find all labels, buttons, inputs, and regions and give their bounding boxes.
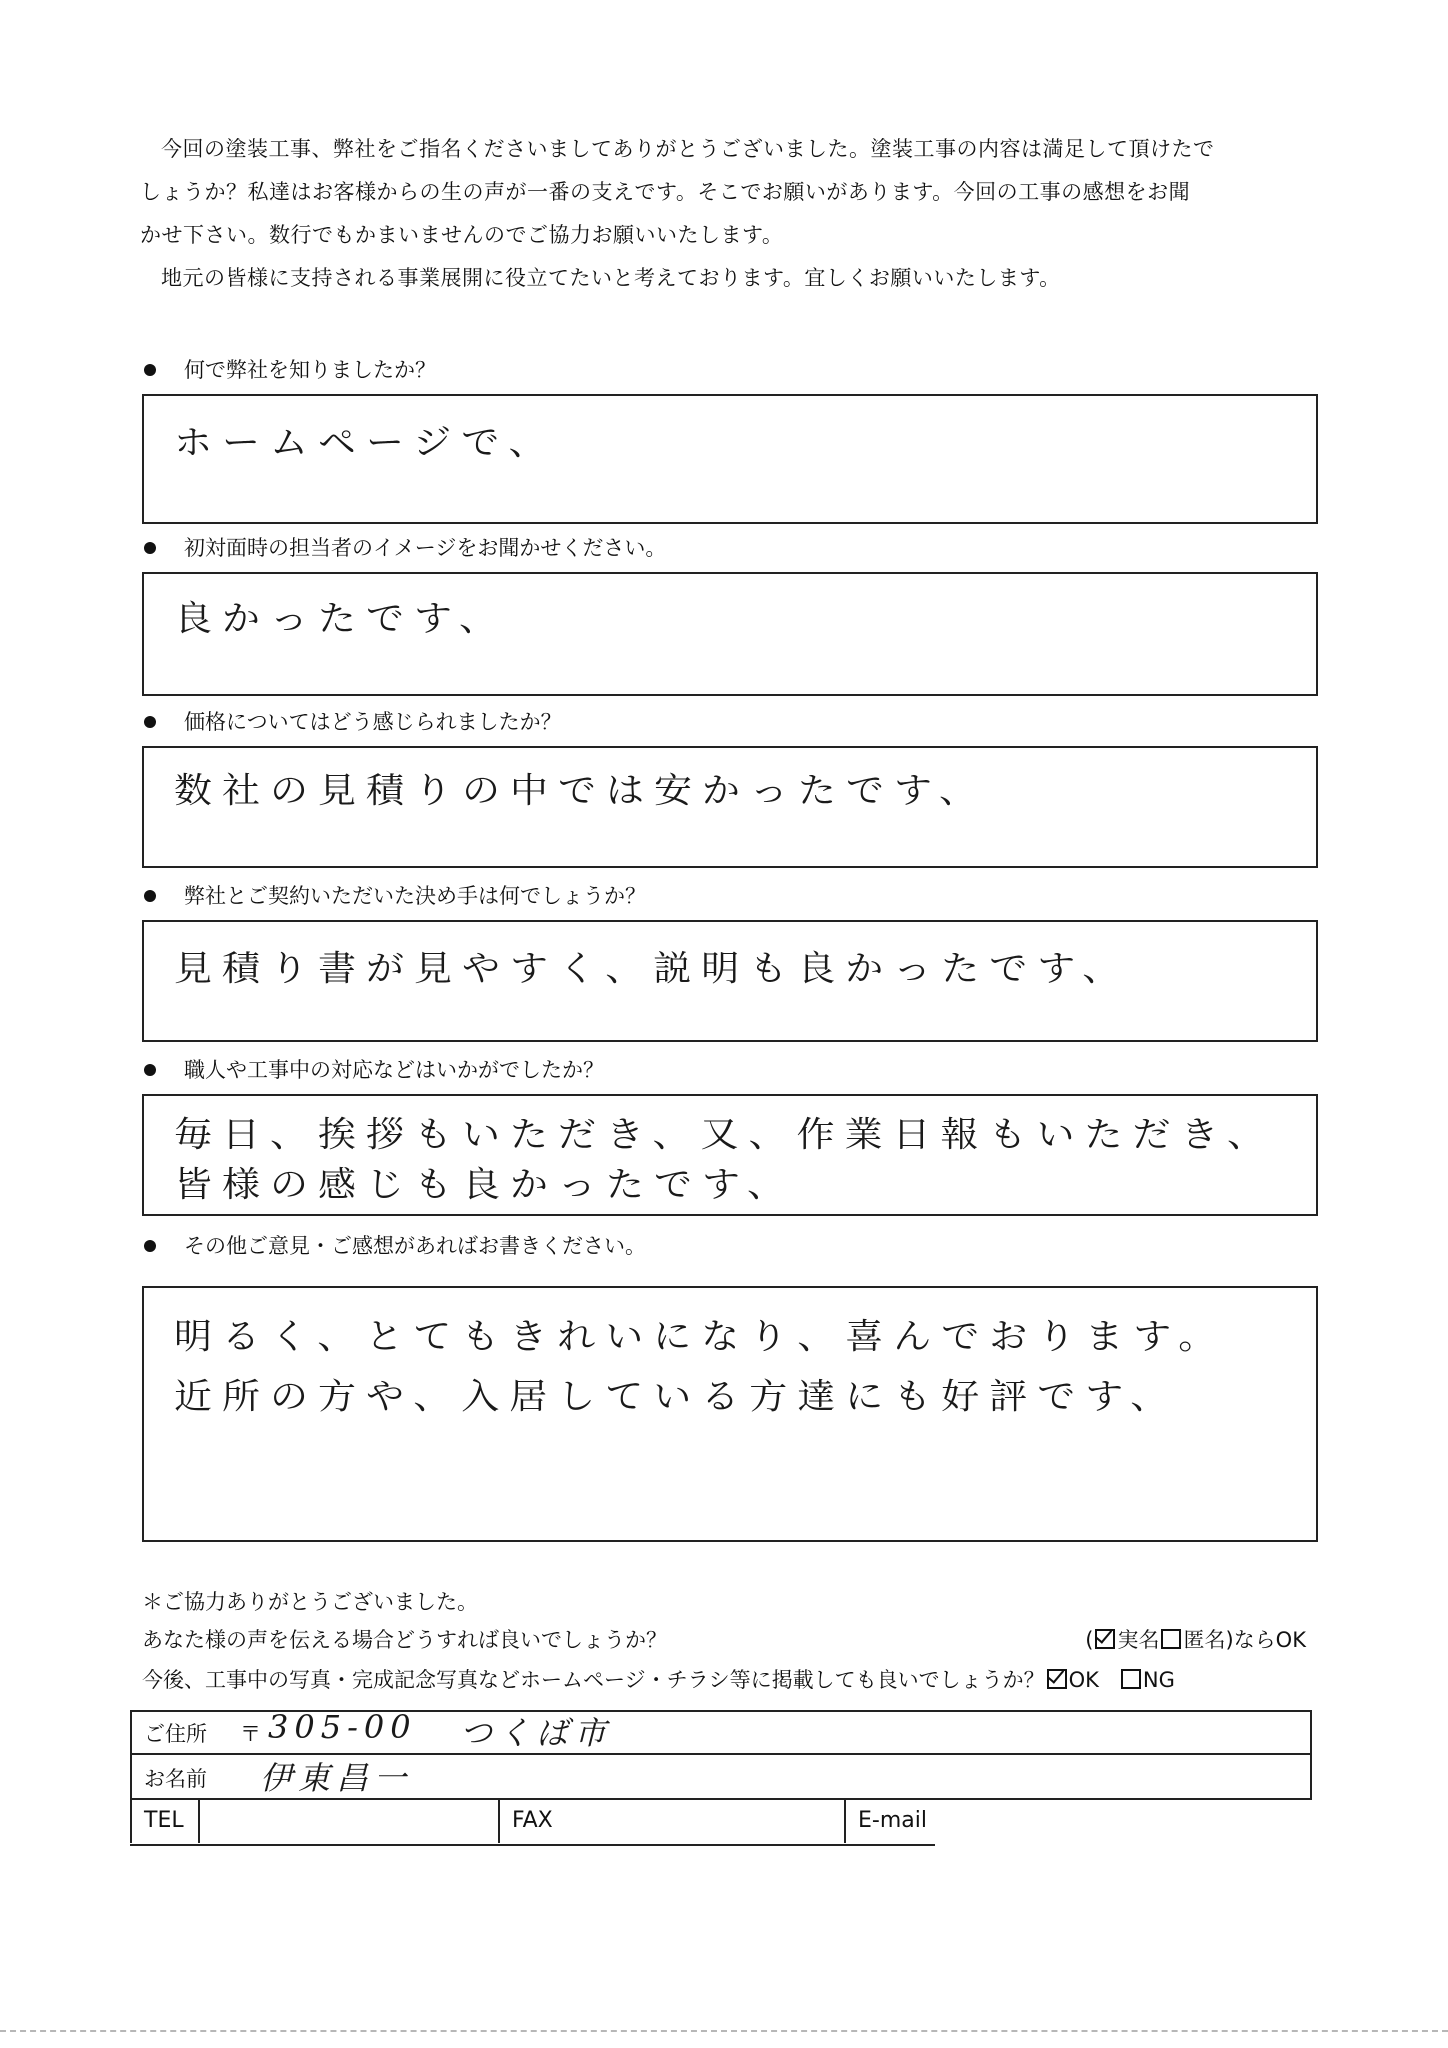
checkbox-photo-ok[interactable]: [1047, 1669, 1067, 1689]
question-2-text: 初対面時の担当者のイメージをお聞かせください。: [184, 536, 667, 560]
checkbox-photo-ng[interactable]: [1121, 1669, 1141, 1689]
bullet-icon: [144, 1240, 156, 1252]
question-3: [142, 704, 1322, 740]
fax-label: FAX: [512, 1808, 553, 1833]
tel-label: TEL: [144, 1808, 184, 1833]
fax-divider: [498, 1800, 500, 1843]
bullet-icon: [144, 890, 156, 902]
photo-ok-label: OK: [1068, 1668, 1099, 1692]
bullet-icon: [144, 716, 156, 728]
tel-divider: [198, 1800, 200, 1843]
answer-box-6[interactable]: [142, 1286, 1318, 1542]
bullet-icon: [144, 1064, 156, 1076]
contact-right-border: [1310, 1710, 1312, 1798]
postal-value: 305-00: [268, 1708, 417, 1746]
real-name-label: 実名: [1117, 1628, 1160, 1652]
name-value: 伊東昌一: [260, 1759, 413, 1797]
answer-3-line-1: 数社の見積りの中では安かったです、: [174, 770, 987, 811]
scan-edge-noise: [0, 2030, 1448, 2036]
intro-line-3: かせ下さい。数行でもかまいませんのでご協力お願いいたします。: [140, 223, 784, 247]
address-row[interactable]: [130, 1710, 1312, 1755]
intro-text: [140, 128, 1320, 300]
name-label: お名前: [144, 1767, 207, 1791]
photo-question: 今後、工事中の写真・完成記念写真などホームページ・チラシ等に掲載しても良いでしょうか？: [142, 1668, 1045, 1692]
checkbox-anonymous[interactable]: [1161, 1629, 1181, 1649]
answer-box-2[interactable]: [142, 572, 1318, 696]
question-3-text: 価格についてはどう感じられましたか？: [184, 710, 562, 734]
question-1-text: 何で弊社を知りましたか？: [184, 358, 436, 382]
anonymous-label: 匿名: [1183, 1628, 1226, 1652]
question-1: [142, 352, 1322, 388]
name-row[interactable]: [130, 1755, 1312, 1800]
email-divider: [844, 1800, 846, 1843]
photo-question-row: [142, 1664, 1175, 1696]
email-label: E-mail: [858, 1808, 927, 1833]
voice-suffix: ならOK: [1233, 1628, 1306, 1652]
photo-ng-label: NG: [1142, 1668, 1175, 1692]
answer-5-line-1: 毎日、挨拶もいただき、又、作業日報もいただき、: [174, 1114, 1275, 1155]
question-4: [142, 878, 1322, 914]
bullet-icon: [144, 542, 156, 554]
contact-left-border: [130, 1710, 132, 1843]
intro-line-4: 地元の皆様に支持される事業展開に役立てたいと考えております。宜しくお願いいたします。: [161, 266, 1061, 290]
bullet-icon: [144, 364, 156, 376]
contact-table: [130, 1710, 1312, 1846]
answer-6-line-2: 近所の方や、入居している方達にも好評です、: [174, 1376, 1179, 1417]
answer-box-1[interactable]: [142, 394, 1318, 524]
question-5-text: 職人や工事中の対応などはいかがでしたか？: [184, 1058, 604, 1082]
answer-1-line-1: ホームページで、: [174, 422, 557, 463]
voice-question: あなた様の声を伝える場合どうすれば良いでしょうか？: [142, 1628, 667, 1652]
answer-6-line-1: 明るく、とてもきれいになり、喜んでおります。: [174, 1316, 1227, 1357]
thanks-text: ＊ご協力ありがとうございました。: [142, 1590, 478, 1614]
voice-options: ( 実名 匿名)ならOK: [1085, 1628, 1306, 1652]
question-2: [142, 530, 1322, 566]
address-value: つくば市: [460, 1714, 613, 1752]
answer-box-4[interactable]: [142, 920, 1318, 1042]
intro-line-2: しょうか？私達はお客様からの生の声が一番の支えです。そこでお願いがあります。今回の工事の感想をお聞: [140, 180, 1191, 204]
intro-line-1: 今回の塗装工事、弊社をご指名くださいましてありがとうございました。塗装工事の内容は満足して頂けたで: [161, 137, 1215, 161]
question-5: [142, 1052, 1322, 1088]
answer-5-line-2: 皆様の感じも良かったです、: [174, 1164, 795, 1205]
checkbox-real-name[interactable]: [1095, 1629, 1115, 1649]
answer-2-line-1: 良かったです、: [174, 598, 507, 639]
answer-4-line-1: 見積り書が見やすく、説明も良かったです、: [174, 948, 1131, 989]
tel-fax-email-row: [130, 1800, 935, 1846]
address-label: ご住所: [144, 1722, 207, 1746]
postal-mark: 〒: [240, 1722, 261, 1746]
question-4-text: 弊社とご契約いただいた決め手は何でしょうか？: [184, 884, 646, 908]
question-6: [142, 1228, 1322, 1264]
question-6-text: その他ご意見・ご感想があればお書きください。: [184, 1234, 646, 1258]
answer-box-3[interactable]: [142, 746, 1318, 868]
answer-box-5[interactable]: [142, 1094, 1318, 1216]
